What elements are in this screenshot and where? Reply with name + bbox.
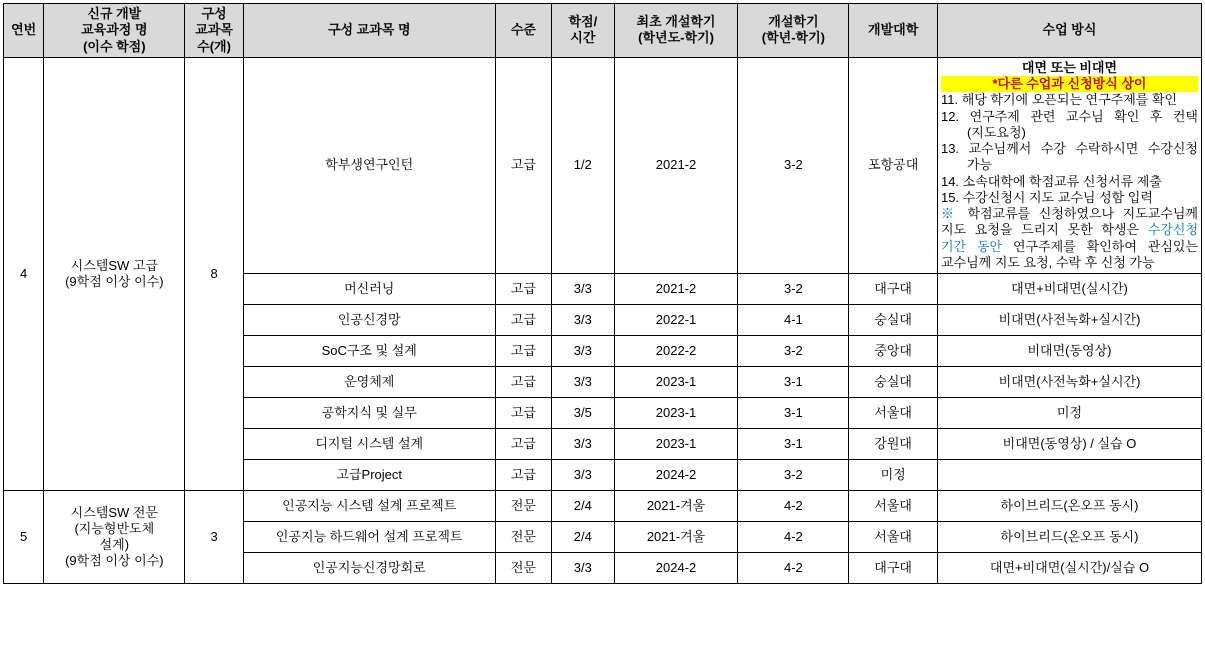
header-credit-line2: 시간 <box>570 30 596 46</box>
header-open-line1: 개설학기 <box>768 14 819 30</box>
method-step: 11. 해당 학기에 오픈되는 연구주제를 확인 <box>940 92 1178 108</box>
subject-method: 하이브리드(온오프 동시) <box>937 522 1201 553</box>
subject-first-semester: 2022-2 <box>614 336 738 367</box>
subject-university: 대구대 <box>849 553 938 584</box>
subject-first-semester: 2024-2 <box>614 553 738 584</box>
subject-method: 비대면(동영상) <box>937 336 1201 367</box>
header-row <box>4 4 1202 58</box>
subject-open-semester: 4-2 <box>738 491 849 522</box>
group-no-5: 5 <box>4 491 44 584</box>
header-credit-line1: 학점/ <box>568 14 598 30</box>
subject-university: 미정 <box>849 460 938 491</box>
group-program-name-5: 시스템SW 전문 <box>70 504 158 520</box>
subject-first-semester: 2021-겨울 <box>614 491 738 522</box>
header-program <box>44 4 185 58</box>
subject-method: 비대면(사전녹화+실시간) <box>937 367 1201 398</box>
subject-name: 인공지능신경망회로 <box>243 553 495 584</box>
header-count-line3: 수(개) <box>197 38 231 54</box>
group-program-credit-4: (9학점 이상 이수) <box>65 273 164 289</box>
header-first-semester <box>614 4 738 58</box>
subject-level: 전문 <box>495 491 551 522</box>
subject-university: 중앙대 <box>849 336 938 367</box>
subject-university: 서울대 <box>849 398 938 429</box>
subject-name: 인공신경망 <box>243 305 495 336</box>
subject-name: 학부생연구인턴 <box>243 57 495 273</box>
subject-name: 운영체제 <box>243 367 495 398</box>
subject-credit: 1/2 <box>552 57 614 273</box>
table-row <box>4 57 1202 273</box>
subject-level: 고급 <box>495 336 551 367</box>
subject-credit: 3/3 <box>552 553 614 584</box>
subject-level: 고급 <box>495 460 551 491</box>
subject-credit: 3/3 <box>552 429 614 460</box>
subject-open-semester: 4-1 <box>738 305 849 336</box>
subject-level: 고급 <box>495 429 551 460</box>
subject-name: 인공지능 시스템 설계 프로젝트 <box>243 491 495 522</box>
subject-method <box>937 460 1201 491</box>
group-count-5: 3 <box>185 491 243 584</box>
curriculum-table <box>3 3 1202 584</box>
method-step-list <box>941 92 1198 206</box>
subject-first-semester: 2022-1 <box>614 305 738 336</box>
header-first-line2: (학년도-학기) <box>638 30 714 46</box>
subject-method-detail <box>937 57 1201 273</box>
subject-credit: 3/3 <box>552 336 614 367</box>
subject-credit: 3/3 <box>552 274 614 305</box>
method-note <box>941 206 1198 271</box>
subject-level: 고급 <box>495 398 551 429</box>
table-body <box>4 57 1202 583</box>
table-row <box>4 491 1202 522</box>
subject-name: 디지털 시스템 설계 <box>243 429 495 460</box>
method-head: 대면 또는 비대면 <box>1021 59 1118 75</box>
subject-name: 고급Project <box>243 460 495 491</box>
subject-level: 전문 <box>495 553 551 584</box>
method-step: 13. 교수님께서 수강 수락하시면 수강신청 가능 <box>940 141 1198 173</box>
subject-university: 강원대 <box>849 429 938 460</box>
subject-university: 숭실대 <box>849 367 938 398</box>
group-program-sub1-5: (지능형반도체 <box>74 520 155 536</box>
subject-name: 공학지식 및 실무 <box>243 398 495 429</box>
subject-level: 고급 <box>495 274 551 305</box>
group-count-4: 8 <box>185 57 243 490</box>
subject-method: 대면+비대면(실시간)/실습 O <box>937 553 1201 584</box>
group-program-name-4: 시스템SW 고급 <box>70 257 158 273</box>
note-mark-icon: ※ <box>940 206 959 221</box>
group-program-credit-5: (9학점 이상 이수) <box>65 553 164 569</box>
subject-credit: 2/4 <box>552 522 614 553</box>
subject-method: 미정 <box>937 398 1201 429</box>
subject-open-semester: 3-2 <box>738 460 849 491</box>
subject-open-semester: 4-2 <box>738 522 849 553</box>
subject-method: 하이브리드(온오프 동시) <box>937 491 1201 522</box>
header-program-line1: 신규 개발 <box>87 6 142 21</box>
header-count-line2: 교과목 <box>195 22 233 38</box>
subject-level: 고급 <box>495 305 551 336</box>
header-count-line1: 구성 <box>201 6 227 21</box>
method-step: 12. 연구주제 관련 교수님 확인 후 컨택(지도요청) <box>940 108 1198 140</box>
header-subject: 구성 교과목 명 <box>243 4 495 58</box>
subject-first-semester: 2023-1 <box>614 429 738 460</box>
header-open-semester <box>738 4 849 58</box>
header-method: 수업 방식 <box>937 4 1201 58</box>
subject-first-semester: 2024-2 <box>614 460 738 491</box>
header-open-line2: (학년-학기) <box>761 30 826 46</box>
header-no: 연번 <box>4 4 44 58</box>
subject-open-semester: 3-1 <box>738 429 849 460</box>
method-head-highlight: *다른 수업과 신청방식 상이 <box>941 76 1198 92</box>
method-step: 14. 소속대학에 학점교류 신청서류 제출 <box>940 173 1162 189</box>
subject-open-semester: 3-1 <box>738 398 849 429</box>
group-program-sub2-5: 설계) <box>99 537 130 552</box>
header-program-line2: 교육과정 명 <box>81 22 148 38</box>
note-post-text: 연구주제를 확인하여 관심있는 교수님께 지도 요청, 수락 후 신청 가능 <box>940 238 1198 270</box>
note-pre-text: 학점교류를 신청하였으나 지도교수님께 지도 요청을 드리지 못한 학생은 <box>940 206 1198 238</box>
subject-first-semester: 2021-겨울 <box>614 522 738 553</box>
subject-level: 고급 <box>495 57 551 273</box>
subject-method: 비대면(사전녹화+실시간) <box>937 305 1201 336</box>
subject-university: 서울대 <box>849 522 938 553</box>
subject-first-semester: 2023-1 <box>614 398 738 429</box>
subject-name: SoC구조 및 설계 <box>243 336 495 367</box>
subject-first-semester: 2021-2 <box>614 57 738 273</box>
subject-university: 포항공대 <box>849 57 938 273</box>
subject-level: 전문 <box>495 522 551 553</box>
subject-university: 대구대 <box>849 274 938 305</box>
header-university: 개발대학 <box>849 4 938 58</box>
subject-credit: 3/3 <box>552 305 614 336</box>
group-program-4 <box>44 57 185 490</box>
subject-university: 숭실대 <box>849 305 938 336</box>
header-first-line1: 최초 개설학기 <box>636 14 716 30</box>
subject-credit: 3/3 <box>552 460 614 491</box>
subject-university: 서울대 <box>849 491 938 522</box>
header-count <box>185 4 243 58</box>
group-program-5 <box>44 491 185 584</box>
header-level: 수준 <box>495 4 551 58</box>
header-credit <box>552 4 614 58</box>
table-header <box>4 4 1202 58</box>
subject-open-semester: 3-2 <box>738 336 849 367</box>
subject-first-semester: 2021-2 <box>614 274 738 305</box>
subject-credit: 3/5 <box>552 398 614 429</box>
subject-open-semester: 3-2 <box>738 57 849 273</box>
header-program-line3: (이수 학점) <box>83 38 146 54</box>
subject-open-semester: 3-1 <box>738 367 849 398</box>
subject-name: 인공지능 하드웨어 설계 프로젝트 <box>243 522 495 553</box>
subject-level: 고급 <box>495 367 551 398</box>
subject-credit: 3/3 <box>552 367 614 398</box>
method-step: 15. 수강신청시 지도 교수님 성함 입력 <box>940 189 1153 205</box>
subject-first-semester: 2023-1 <box>614 367 738 398</box>
group-no-4: 4 <box>4 57 44 490</box>
subject-open-semester: 3-2 <box>738 274 849 305</box>
subject-method: 비대면(동영상) / 실습 O <box>937 429 1201 460</box>
subject-method: 대면+비대면(실시간) <box>937 274 1201 305</box>
subject-credit: 2/4 <box>552 491 614 522</box>
note-highlight-text: 수강신청 기간 동안 <box>940 222 1198 254</box>
subject-open-semester: 4-2 <box>738 553 849 584</box>
subject-name: 머신러닝 <box>243 274 495 305</box>
